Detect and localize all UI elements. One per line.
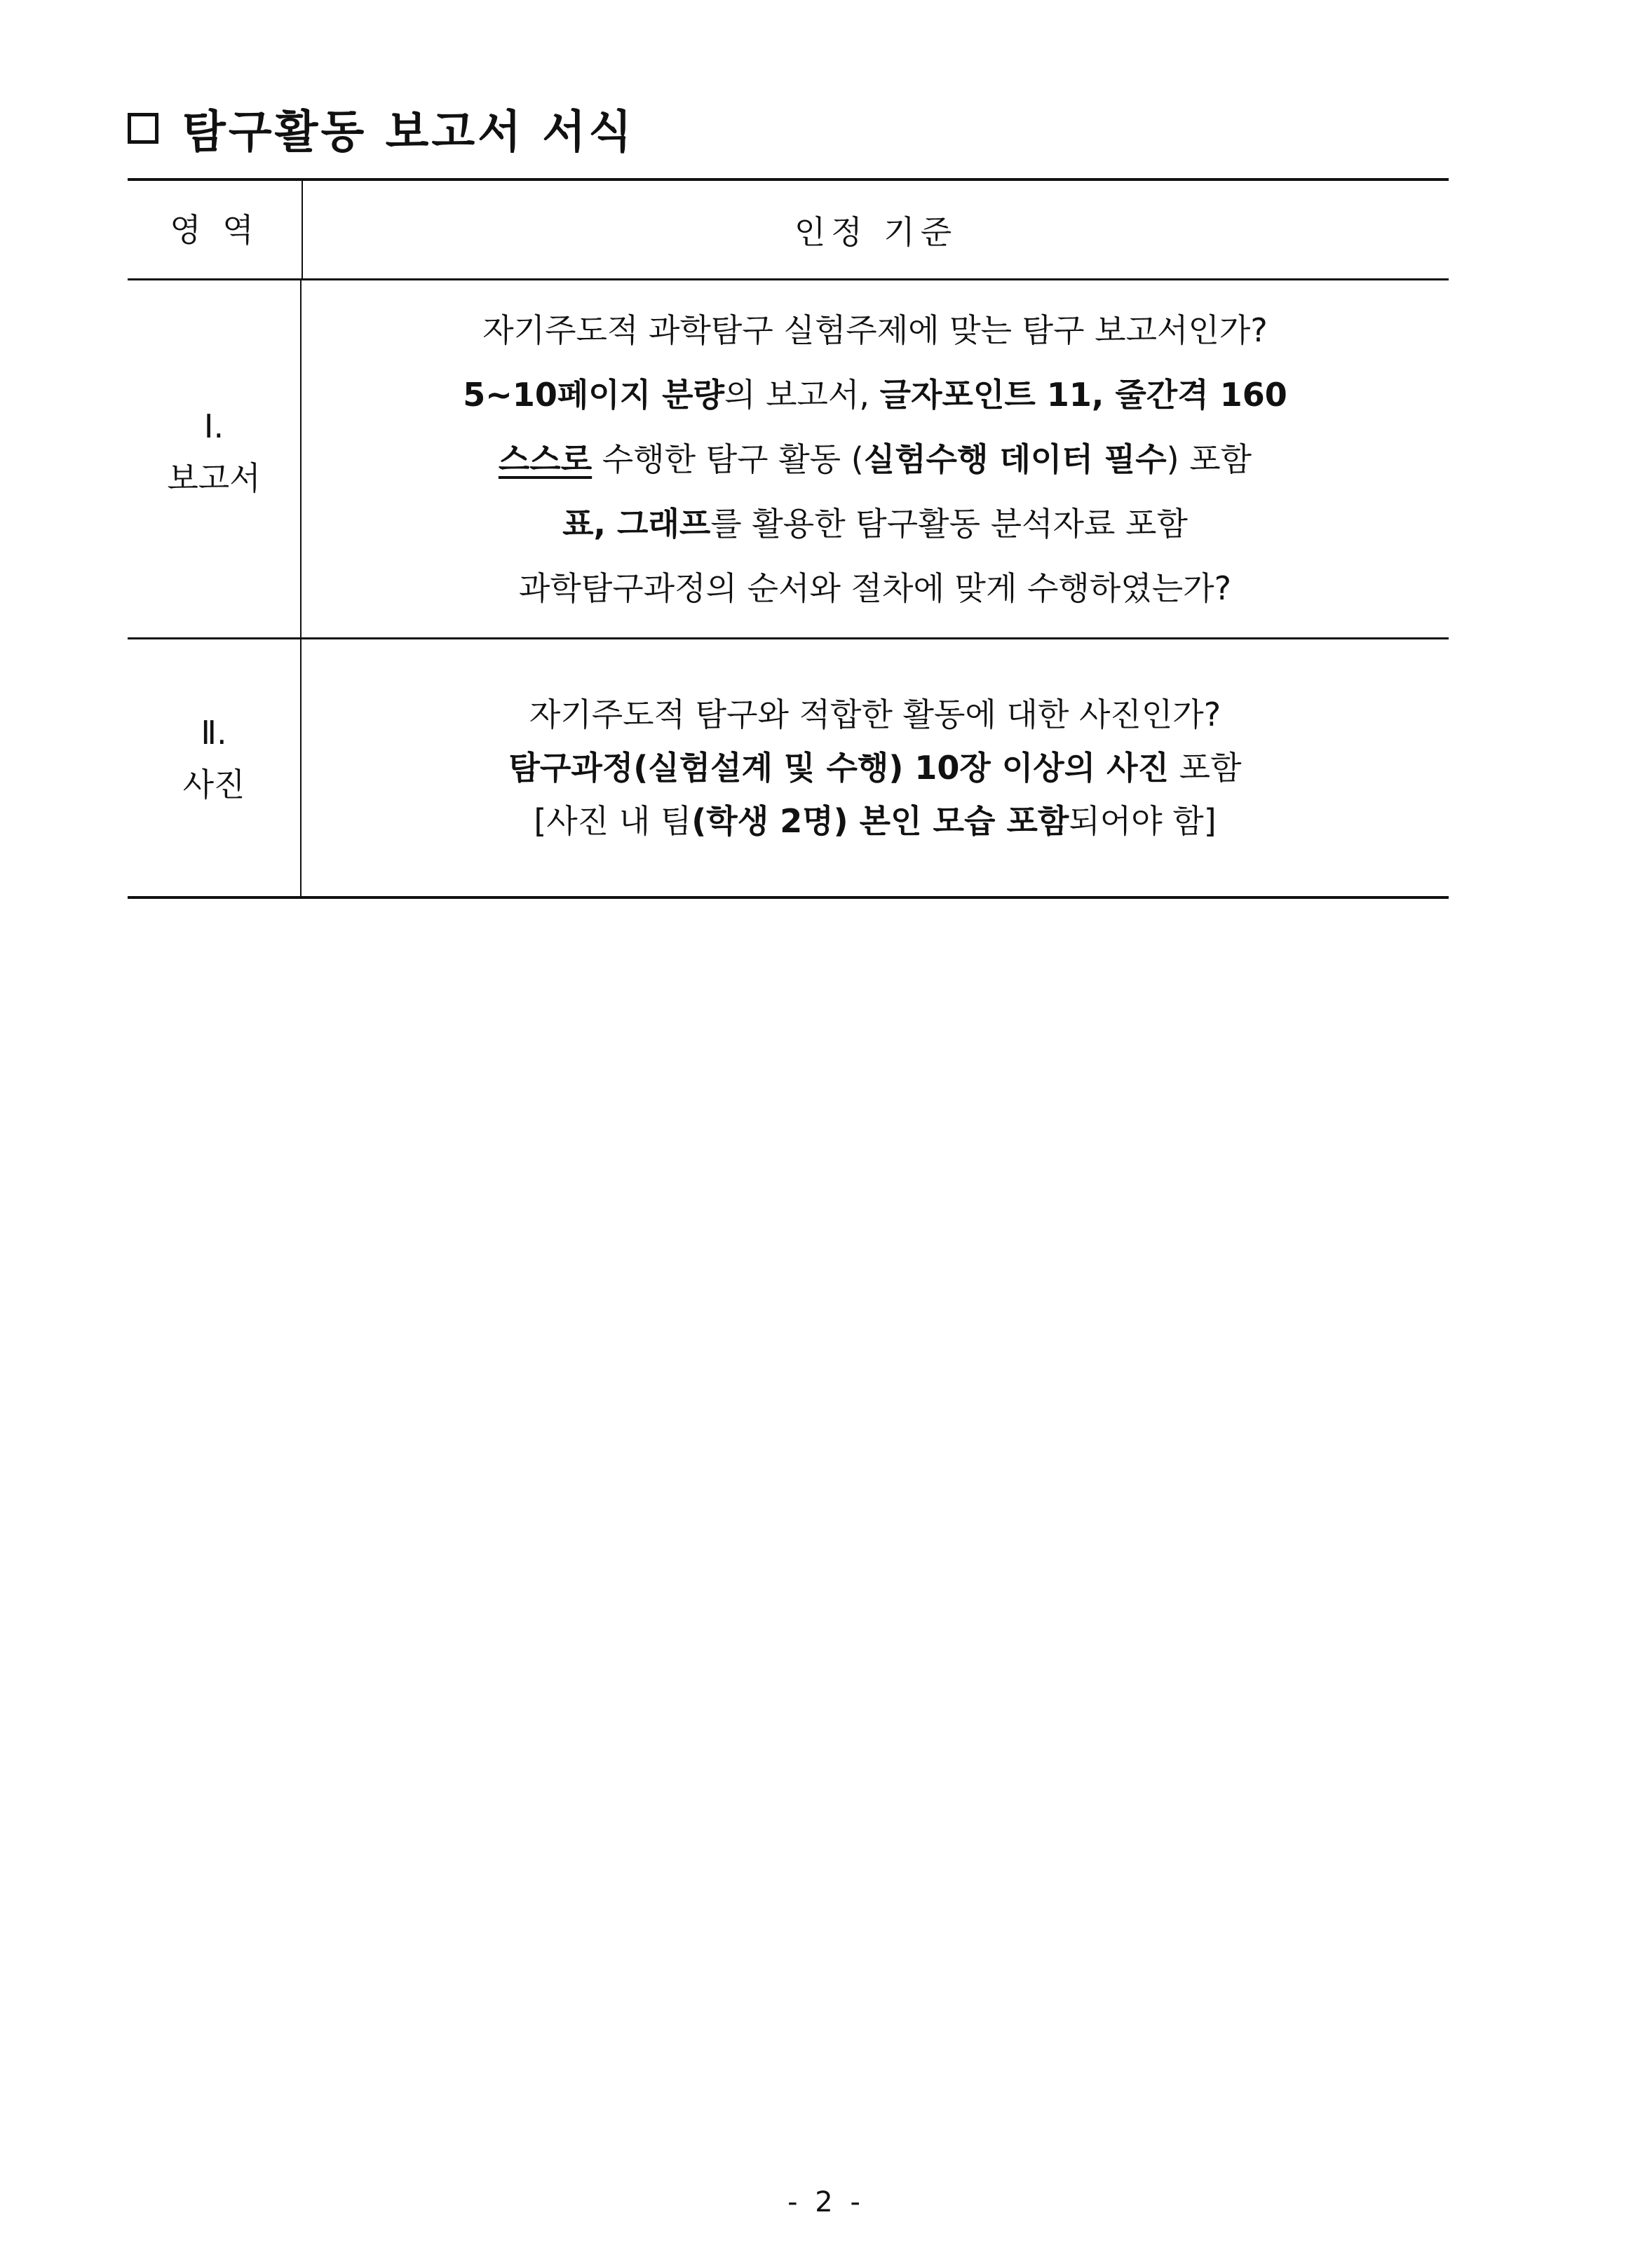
criteria-emphasis: 탐구과정(실험설계 및 수행) 10장 이상의 사진 bbox=[508, 749, 1170, 787]
criteria-line bbox=[508, 741, 1241, 794]
criteria-emphasis: (학생 2명) 본인 모습 포함 bbox=[691, 802, 1069, 840]
criteria-text: 자기주도적 과학탐구 실험주제에 맞는 탐구 보고서인가? bbox=[482, 311, 1268, 349]
area-cell-report bbox=[128, 280, 302, 637]
criteria-text: 의 보고서, bbox=[724, 375, 880, 414]
criteria-cell-photo bbox=[302, 639, 1449, 896]
criteria-text: 과학탐구과정의 순서와 절차에 맞게 수행하였는가? bbox=[518, 569, 1232, 607]
criteria-line bbox=[529, 688, 1221, 741]
criteria-text: 포함 bbox=[1169, 749, 1242, 787]
criteria-emphasis: 5~10페이지 분량 bbox=[463, 375, 725, 414]
criteria-line bbox=[463, 362, 1287, 427]
criteria-line bbox=[562, 492, 1188, 556]
area-numeral: Ⅱ. bbox=[201, 714, 227, 752]
criteria-emphasis: 표, 그래프 bbox=[562, 504, 711, 543]
criteria-line bbox=[534, 794, 1216, 848]
criteria-line bbox=[519, 556, 1231, 621]
criteria-text: 되어야 함] bbox=[1069, 802, 1217, 840]
area-numeral: Ⅰ. bbox=[203, 407, 224, 445]
table-row-photo bbox=[128, 639, 1449, 896]
criteria-text: 를 활용한 탐구활동 분석자료 포함 bbox=[710, 504, 1188, 543]
table-row-report bbox=[128, 280, 1449, 639]
area-name: 보고서 bbox=[167, 459, 261, 497]
criteria-table bbox=[128, 178, 1449, 899]
section-title: 탐구활동 보고서 서식 bbox=[182, 107, 635, 158]
criteria-line bbox=[499, 427, 1252, 492]
criteria-line bbox=[482, 298, 1268, 362]
criteria-text: 자기주도적 탐구와 적합한 활동에 대한 사진인가? bbox=[529, 696, 1221, 733]
section-heading bbox=[128, 97, 635, 160]
criteria-emphasis: 스스로 bbox=[498, 440, 593, 478]
table-header-row bbox=[128, 181, 1449, 280]
criteria-text: ) 포함 bbox=[1166, 440, 1252, 478]
area-name: 사진 bbox=[182, 766, 245, 804]
header-criteria: 인정 기준 bbox=[794, 212, 958, 251]
checkbox-square-icon bbox=[128, 113, 158, 144]
area-cell-photo bbox=[128, 639, 302, 896]
header-area: 영 역 bbox=[128, 181, 303, 278]
criteria-text: 수행한 탐구 활동 ( bbox=[592, 440, 864, 478]
criteria-emphasis: 실험수행 데이터 필수 bbox=[863, 440, 1167, 478]
criteria-emphasis: 글자포인트 11, 줄간격 160 bbox=[879, 375, 1287, 414]
criteria-cell-report bbox=[302, 280, 1449, 637]
page-number: - 2 - bbox=[787, 2186, 865, 2218]
criteria-text: [사진 내 팀 bbox=[534, 802, 692, 840]
